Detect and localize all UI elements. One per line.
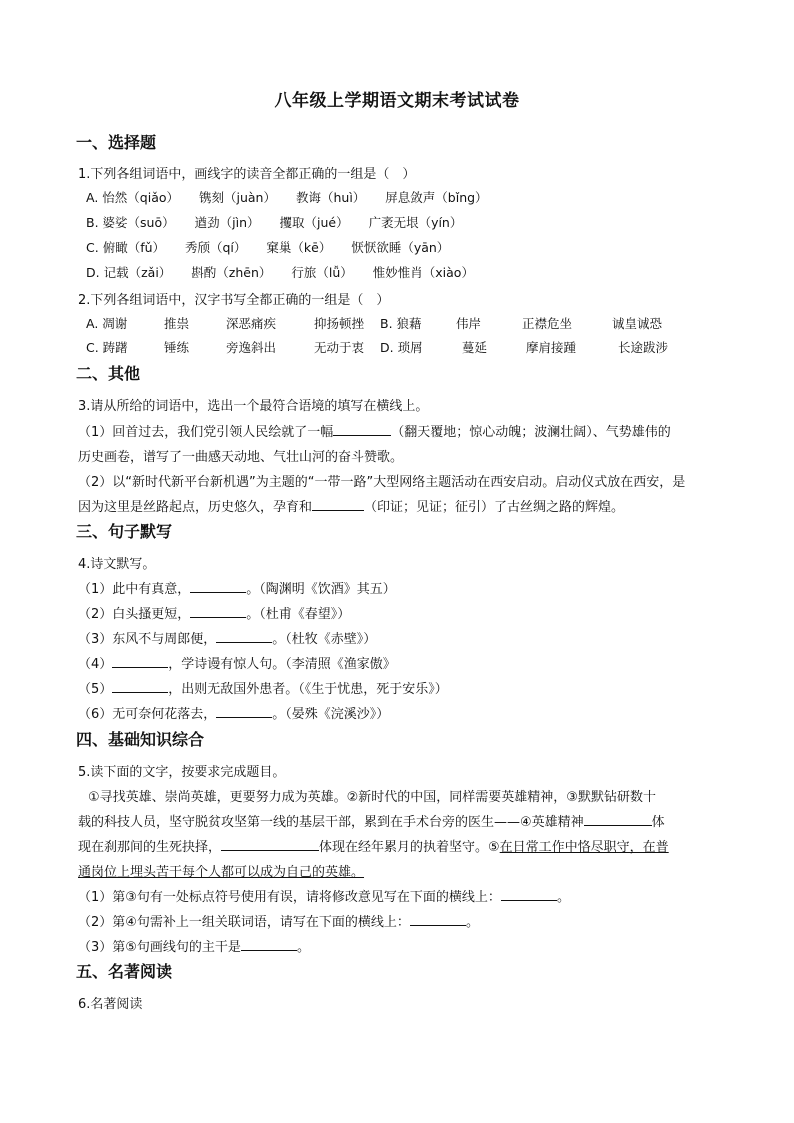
answer-blank[interactable] (190, 591, 246, 593)
answer-blank[interactable] (312, 509, 364, 511)
passage-line-4: 通岗位上埋头苦干每个人都可以成为自己的英雄。 (78, 865, 365, 880)
question-3-part-2-line-2: 因为这里是丝路起点，历史悠久，孕育和 （印证；见证；征引）了古丝绸之路的辉煌。 (78, 500, 625, 515)
question-1-option-b: B. 婆娑（suō） 遒劲（jìn） 攫取（jué） 广袤无垠（yín） (86, 215, 463, 230)
answer-blank[interactable] (112, 666, 168, 668)
question-5-stem: 5.读下面的文字，按要求完成题目。 (78, 765, 286, 780)
answer-blank[interactable] (216, 716, 272, 718)
answer-blank[interactable] (216, 641, 272, 643)
section-heading-basics: 四、基础知识综合 (76, 730, 205, 749)
answer-blank[interactable] (221, 849, 319, 851)
question-3-stem: 3.请从所给的词语中，选出一个最符合语境的填写在横线上。 (78, 399, 429, 414)
section-heading-other: 二、其他 (76, 364, 141, 383)
recitation-line-5: （5） ，出则无敌国外患者。（《生于忧患，死于安乐》） (78, 682, 448, 697)
question-2-stem: 2.下列各组词语中，汉字书写全都正确的一组是（ ） (78, 293, 390, 308)
section-heading-classics: 五、名著阅读 (76, 962, 173, 981)
answer-blank[interactable] (333, 434, 391, 436)
answer-blank[interactable] (241, 949, 297, 951)
answer-blank[interactable] (190, 616, 246, 618)
question-5-sub-2: （2）第④句需补上一组关联词语，请写在下面的横线上： 。 (78, 915, 479, 930)
recitation-line-6: （6）无可奈何花落去， 。（晏殊《浣溪沙》） (78, 707, 390, 722)
question-3-part-1-line-2: 历史画卷，谱写了一曲感天动地、气壮山河的奋斗赞歌。 (78, 450, 404, 465)
answer-blank[interactable] (584, 824, 652, 826)
question-1-option-c: C. 俯瞰（fǔ） 秀颀（qí） 窠巢（kē） 恹恹欲睡（yān） (86, 240, 450, 255)
question-1-option-d: D. 记载（zǎi） 斟酌（zhēn） 行旅（lǚ） 惟妙惟肖（xiào） (86, 265, 474, 280)
section-heading-recitation: 三、句子默写 (76, 522, 173, 541)
recitation-line-3: （3）东风不与周郎便， 。（杜牧《赤壁》） (78, 632, 377, 647)
answer-blank[interactable] (410, 924, 466, 926)
answer-blank[interactable] (501, 899, 557, 901)
question-4-stem: 4.诗文默写。 (78, 557, 156, 572)
answer-blank[interactable] (112, 691, 168, 693)
passage-line-3: 现在刹那间的生死抉择， 体现在经年累月的执着坚守。⑤在日常工作中恪尽职守，在普 (78, 840, 669, 855)
question-1-option-a: A. 怡然（qiǎo） 镌刻（juàn） 教诲（huì） 屏息敛声（bǐng） (86, 190, 488, 205)
recitation-line-4: （4） ，学诗谩有惊人句。（李清照《渔家傲》 (78, 657, 396, 672)
question-5-sub-1: （1）第③句有一处标点符号使用有误，请将修改意见写在下面的横线上： 。 (78, 890, 570, 905)
passage-line-1: ①寻找英雄、崇尚英雄，更要努力成为英雄。②新时代的中国，同样需要英雄精神，③默默钻研数十 (88, 790, 656, 805)
recitation-line-2: （2）白头搔更短， 。（杜甫《春望》） (78, 607, 351, 622)
question-1-stem: 1.下列各组词语中，画线字的读音全都正确的一组是（ ） (78, 167, 416, 182)
question-6-stem: 6.名著阅读 (78, 997, 143, 1012)
question-5-sub-3: （3）第⑤句画线句的主干是 。 (78, 940, 310, 955)
recitation-line-1: （1）此中有真意， 。（陶渊明《饮酒》其五） (78, 582, 396, 597)
passage-line-2: 载的科技人员，坚守脱贫攻坚第一线的基层干部，累到在手术台旁的医生——④英雄精神 体 (78, 815, 665, 830)
page-title: 八年级上学期语文期末考试试卷 (274, 91, 520, 111)
section-heading-choice: 一、选择题 (76, 133, 157, 152)
question-3-part-2-line-1: （2）以“新时代新平台新机遇”为主题的“一带一路”大型网络主题活动在西安启动。启动仪式放在西安，是 (78, 475, 686, 490)
exam-page: 八年级上学期语文期末考试试卷 一、选择题 1.下列各组词语中，画线字的读音全都正确的一组是（ ） A. 怡然（qiǎo） 镌刻（juàn） 教诲（huì） 屏息敛声（bǐng） B. 婆娑（suō） 遒劲（jìn） 攫取（jué） 广袤无垠（yín） C. 俯瞰（fǔ） 秀颀（qí） 窠巢（kē） 恹恹欲睡（yān） D. 记载（zǎi） 斟酌（zhēn） 行旅（lǚ） 惟妙惟肖（xiào） 2.下列各组词语中，汉字书写全都正确的一组是（ ） A. 凋谢 推祟 深恶痛疾 抑扬顿挫 B. 狼藉 伟岸 正襟危坐 诚皇诚恐 C. 踌躇 锤练 旁逸斜出 无动于衷 D. 琐屑 蔓延 摩肩接踵 长途跋涉 二、其他 3.请从所给的词语中，选出一个最符合语境的填写在横线上。 （1）回首过去，我们党引领人民绘就了一幅 （翻天覆地；惊心动魄；波澜壮阔）、气势雄伟的 历史画卷，谱写了一曲感天动地、气壮山河的奋斗赞歌。 （2）以“新时代新平台新机遇”为主题的“一带一路”大型网络主题活动在西安启动。启动仪式放在西安，是 因为这里是丝路起点，历史悠久，孕育和 （印证；见证；征引）了古丝绸之路的辉煌。 三、句子默写 4.诗文默写。 （1）此中有真意， 。（陶渊明《饮酒》其五） （2）白头搔更短， 。（杜甫《春望》） （3）东风不与周郎便， 。（杜牧《赤壁》） （4） ，学诗谩有惊人句。（李清照《渔家傲》 （5） ，出则无敌国外患者。（《生于忧患，死于安乐》） （6）无可奈何花落去， 。（晏殊《浣溪沙》） 四、基础知识综合 5.读下面的文字，按要求完成题目。 ①寻找英雄、崇尚英雄，更要努力成为英雄。②新时代的中国，同样需要英雄精神，③默默钻研数十 载的科技人员，坚守脱贫攻坚第一线的基层干部，累到在手术台旁的医生——④英雄精神 体 现在刹那间的生死抉择， 体现在经年累月的执着坚守。⑤在日常工作中恪尽职守，在普 通岗位上埋头苦干每个人都可以成为自己的英雄。 （1）第③句有一处标点符号使用有误，请将修改意见写在下面的横线上： 。 （2）第④句需补上一组关联词语，请写在下面的横线上： 。 （3）第⑤句画线句的主干是 。 五、名著阅读 6.名著阅读 (0, 0, 794, 1123)
question-3-part-1-line-1: （1）回首过去，我们党引领人民绘就了一幅 （翻天覆地；惊心动魄；波澜壮阔）、气势雄伟的 (78, 425, 671, 440)
